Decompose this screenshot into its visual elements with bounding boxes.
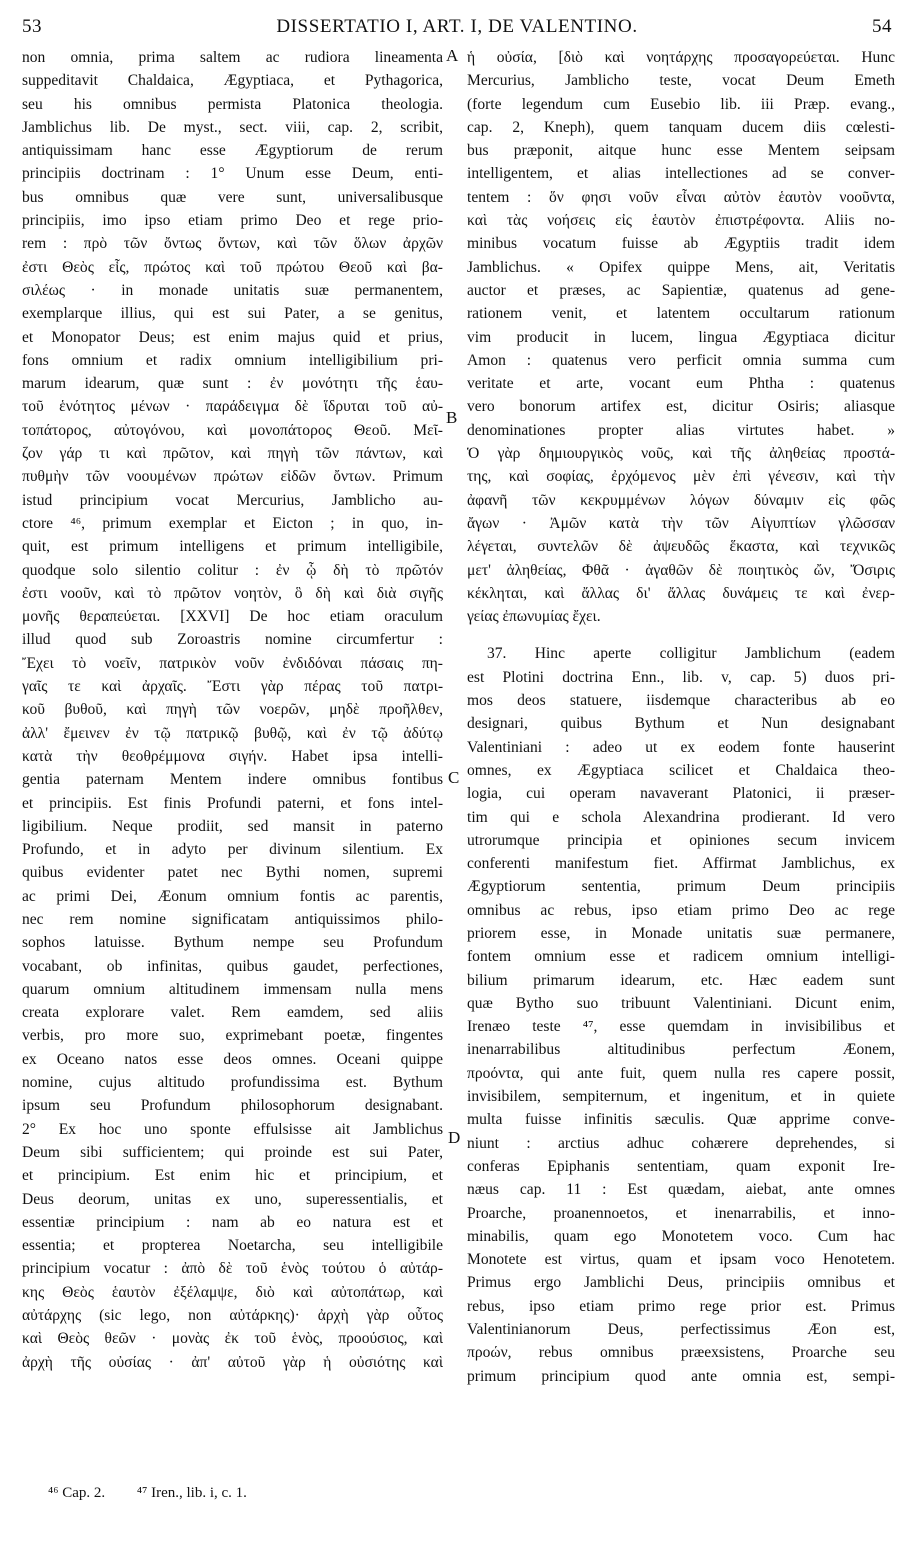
text-line: marum idearum, quæ sunt : ἐν μονότητι τῆς ἑαυ-	[22, 375, 443, 393]
text-line: niunt : arctius adhuc cohærere deprehendes, si	[467, 1134, 895, 1152]
text-line: multa fuisse infinitis sæculis. Quæ apprime conve-	[467, 1111, 895, 1129]
text-line: γείας ἐπωνυμίας ἔχει.	[467, 608, 601, 626]
text-line: sophos latuisse. Bythum nempe seu Profundum	[22, 934, 443, 952]
margin-letter-d: D	[448, 1128, 461, 1147]
text-line: μονῆς θεραπεύεται. [XXVI] De hoc etiam oraculum	[22, 608, 443, 626]
text-line: κέκληται, καὶ ἄλλας δι' ἄλλας δυνάμεις τε καὶ ἐνερ-	[467, 584, 895, 602]
text-line: προόντα, qui ante fuit, quem nulla res capere possit,	[467, 1064, 895, 1082]
text-line: intelligentem, et alias intellectiones ad se conver-	[467, 165, 895, 183]
text-line: Profundo, et in adyto per divinum silentium. Ex	[22, 841, 443, 859]
text-line: καὶ τὰς νοήσεις εἰς ἑαυτὸν ἐπιστρέφοντα. Aliis no-	[467, 212, 895, 230]
text-line: quarum omnium altitudinem immensam nulla mens	[22, 980, 443, 998]
text-line: κης Θεὸς ἑαυτὸν ἐξέλαμψε, διὸ καὶ αὐτοπάτωρ, καὶ	[22, 1283, 443, 1301]
text-line: ipsum seu Profundum philosophorum designabant.	[22, 1097, 443, 1115]
text-line: προών, rebus omnibus præexsistens, Proarche seu	[467, 1344, 895, 1362]
text-line: tim qui e schola Alexandrina prodierant. Id vero	[467, 808, 895, 826]
text-line: 37. Hinc aperte colligitur Jamblichum (eadem	[487, 645, 895, 663]
text-line: nomine, cujus altitudo profundissima est. Bythum	[22, 1074, 443, 1092]
margin-letter-c: C	[448, 768, 460, 787]
paragraph-gap	[467, 628, 895, 642]
text-line: rebus, ipso etiam primo rege prior est. Primus	[467, 1297, 895, 1315]
text-line: ἀρχὴ τῆς οὐσίας · ἀπ' αὐτοῦ γὰρ ἡ οὐσιότης καὶ	[22, 1353, 443, 1371]
text-line: illud quod sub Zoroastris nomine circumfertur :	[22, 631, 443, 649]
text-line: vim producit in lucem, lingua Ægyptiaca dicitur	[467, 328, 895, 346]
text-line: quæ Bytho suo tribuunt Valentiniani. Dicunt enim,	[467, 994, 895, 1012]
text-line: Primus ergo Jamblichi Deus, principiis omnibus et	[467, 1274, 895, 1292]
text-line: nec rem nomine significatam antiquissimos philo-	[22, 910, 443, 928]
text-line: exemplarque illius, qui est sui Pater, a se genitus,	[22, 305, 443, 323]
text-line: ζον γάρ τι καὶ πρῶτον, καὶ πηγὴ τῶν πάντων, καὶ	[22, 445, 443, 463]
text-line: designari, quibus Bythum et Nun designabant	[467, 715, 895, 733]
text-line: της, καὶ σοφίας, ἐρχόμενος μὲν ἐπὶ γένεσιν, καὶ τὴν	[467, 468, 895, 486]
text-line: principium vocatur : ἀπὸ δὲ τοῦ ἑνὸς τούτου ὁ αὐτάρ-	[22, 1260, 443, 1278]
text-line: omnes, ex Ægyptiaca scilicet et Chaldaica theo-	[467, 761, 895, 779]
footnote-47: ⁴⁷ Iren., lib. i, c. 1.	[136, 1485, 247, 1501]
text-line: et Monopator Deus; est enim majus quid et prius,	[22, 328, 443, 346]
text-line: ἐστι Θεὸς εἷς, πρώτος καὶ τοῦ πρώτου Θεοῦ καὶ βα-	[22, 258, 443, 276]
text-line: κοῦ βυθοῦ, καὶ πηγὴ τῶν νοερῶν, μηδὲ προῆλθεν,	[22, 701, 443, 719]
text-line: Deum sibi sufficientem; qui proinde est sui Pater,	[22, 1143, 443, 1161]
text-line: quibus evidenter patet nec Bythi nomen, supremi	[22, 864, 443, 882]
text-line: λέγεται, συντελῶν δὲ ἀψευδῶς ἕκαστα, καὶ τεχνικῶς	[467, 538, 895, 556]
text-line: Valentinianorum Deus, perfectissimus Æon est,	[467, 1321, 895, 1339]
text-line: et principiis. Est finis Profundi paterni, et fons intel-	[22, 794, 443, 812]
text-line: ex Oceano natos esse deos omnes. Oceani quippe	[22, 1050, 443, 1068]
text-line: cap. 2, Kneph), quem tanquam ducem diis cœlesti-	[467, 118, 895, 136]
text-line: priorem esse, in Monade unitatis suæ permanere,	[467, 924, 895, 942]
text-line: inenarrabilibus altitudinibus perfectum Æonem,	[467, 1041, 895, 1059]
text-line: rationem venit, et latentem occultarum rationum	[467, 305, 895, 323]
text-line: bus omnibus quæ vere sunt, universalibusque	[22, 188, 443, 206]
footnotes	[48, 1485, 275, 1502]
text-line: ctore ⁴⁶, primum exemplar et Eicton ; in quo, in-	[22, 514, 443, 532]
text-line: primum principium quod ante omnia est, sempi-	[467, 1367, 895, 1385]
footnote-46: ⁴⁶ Cap. 2.	[48, 1485, 106, 1501]
text-line: tentem : ὅν φησι νοῦν εἶναι αὐτὸν ἑαυτὸν νοοῦντα,	[467, 188, 895, 206]
text-line: fontem omnium esse et radicem omnium intelligi-	[467, 948, 895, 966]
text-line: auctor et præses, ac Sapientiæ, quatenus ad gene-	[467, 281, 895, 299]
text-line: antiquissimam hanc esse Ægyptiorum de rerum	[22, 142, 443, 160]
text-line: logia, cui operam navaverant Platonici, ii præser-	[467, 785, 895, 803]
text-line: bilium primarum idearum, etc. Hæc eadem sunt	[467, 971, 895, 989]
text-line: principiis doctrinam : 1° Unum esse Deum, enti-	[22, 165, 443, 183]
text-line: invisibilem, sempiternum, et ingenitum, et in quiete	[467, 1088, 895, 1106]
text-line: denominationes propter alias virtutes habet. »	[467, 421, 895, 439]
text-line: γαῖς τε καὶ ἀρχαῖς. Ἔστι γὰρ πέρας τοῦ πατρι-	[22, 678, 443, 696]
text-line: gentia paternam Mentem indere omnibus fontibus	[22, 771, 443, 789]
text-line: Valentiniani : adeo ut ex eodem fonte hauserint	[467, 738, 895, 756]
margin-letter-b: B	[446, 408, 458, 427]
text-line: Irenæo teste ⁴⁷, esse quemdam in invisibilibus et	[467, 1018, 895, 1036]
text-line: τοπάτορος, αὐτογόνου, καὶ μονοπάτορος Θεοῦ. Μεῖ-	[22, 421, 443, 439]
text-line: omnibus ac rebus, ipso etiam primo Deo ac rege	[467, 901, 895, 919]
text-line: essentia; et propterea Noetarcha, seu intelligibile	[22, 1237, 443, 1255]
text-line: suppeditavit Chaldaica, Ægyptiaca, et Pythagorica,	[22, 72, 443, 90]
text-line: fons omnium et radix omnium intelligibilium pri-	[22, 351, 443, 369]
text-line: (forte legendum cum Eusebio lib. iii Præp. evang.,	[467, 95, 895, 113]
text-line: quit, est primum intelligens et primum intelligibile,	[22, 538, 443, 556]
text-line: Jamblichus lib. De myst., sect. viii, cap. 2, scribit,	[22, 118, 443, 136]
text-line: seu his omnibus permista Platonica theologia.	[22, 95, 443, 113]
text-line: minibus vocatum fuisse ab Ægyptiis tradit idem	[467, 235, 895, 253]
text-line: vero bonorum artifex est, dicitur Osiris; aliasque	[467, 398, 895, 416]
text-line: Jamblichus. « Opifex quippe Mens, ait, Veritatis	[467, 258, 895, 276]
text-line: principiis, imo ipso etiam primo Deo et rege prio-	[22, 212, 443, 230]
text-line: Mercurius, Jamblicho teste, vocat Deum Emeth	[467, 72, 895, 90]
text-line: essentiæ principium : nam ab eo natura est et	[22, 1213, 443, 1231]
text-line: quodque solo silentio colitur : ἐν ᾧ δὴ τὸ πρῶτόν	[22, 561, 443, 579]
text-line: σιλέως · in monade unitatis suæ permanentem,	[22, 281, 443, 299]
text-line: Amon : quatenus vero perficit omnia summa cum	[467, 351, 895, 369]
text-line: καὶ Θεὸς θεῶν · μονὰς ἐκ τοῦ ἑνὸς, προούσιος, καὶ	[22, 1330, 443, 1348]
left-column	[22, 46, 443, 1374]
running-title: DISSERTATIO I, ART. I, DE VALENTINO.	[276, 16, 638, 37]
text-line: κατὰ τὴν θεοθρέμμονα σιγήν. Habet ipsa intelli-	[22, 747, 443, 765]
text-line: utrorumque principia et opiniones secum invicem	[467, 831, 895, 849]
text-line: Monotete est virtus, quam et ipsam voco Henotetem.	[467, 1251, 895, 1269]
text-line: non omnia, prima saltem ac rudiora lineamenta	[22, 49, 443, 66]
text-line: ἀφανῆ τῶν κεκρυμμένων λόγων δύναμιν εἰς φῶς	[467, 491, 895, 509]
text-line: et principium. Est enim hic et principium, et	[22, 1167, 443, 1185]
text-line: 2° Ex hoc uno sponte effulsisse ait Jamblichus	[22, 1120, 443, 1138]
text-line: Ὁ γὰρ δημιουργικὸς νοῦς, καὶ τῆς ἀληθείας προστά-	[467, 445, 895, 463]
running-header	[22, 16, 892, 46]
margin-letter-a: A	[446, 46, 459, 65]
text-line: mos deos statuere, iisdemque characteribus ab eo	[467, 692, 895, 710]
text-line: αὐτάρχης (sic lego, non αὐτάρκης)· ἀρχὴ γὰρ οὗτος	[22, 1307, 443, 1325]
text-line: rem : πρὸ τῶν ὄντως ὄντων, καὶ τῶν ὅλων ἀρχῶν	[22, 235, 443, 253]
text-line: τοῦ ἑνότητος μένων · παράδειγμα δὲ ἵδρυται τοῦ αὐ-	[22, 398, 443, 416]
text-line: μετ' ἀληθείας, Φθᾶ · ἀγαθῶν δὲ ποιητικὸς ὤν, Ὄσιρις	[467, 561, 895, 579]
text-line: Ἔχει τὸ νοεῖν, πατρικὸν νοῦν ἐνδιδόναι πάσαις πη-	[22, 654, 443, 672]
text-line: est Plotini doctrina Enn., lib. v, cap. 5) duos pri-	[467, 668, 895, 686]
page-number-left: 53	[22, 16, 42, 37]
text-line: bus præponit, aitque hunc esse Mentem seipsam	[467, 142, 895, 160]
text-line: næus cap. 11 : Est quædam, aiebat, ante omnes	[467, 1181, 895, 1199]
text-line: ac primi Dei, Æonum omnium fontis ac parentis,	[22, 887, 443, 905]
text-line: vocabant, ob infinitas, quibus gaudet, perfectiones,	[22, 957, 443, 975]
text-line: ligibilium. Neque prodiit, sed mansit in paterno	[22, 817, 443, 835]
text-line: Proarche, proanennoetos, et inenarrabilis, et inno-	[467, 1204, 895, 1222]
text-line: Deus deorum, unitas ex uno, superessentialis, et	[22, 1190, 443, 1208]
text-line: creata explorare valet. Rem eamdem, sed aliis	[22, 1004, 443, 1022]
text-line: ἐστι νοοῦν, καὶ τὸ πρῶτον νοητὸν, ὃ δὴ καὶ διὰ σιγῆς	[22, 584, 443, 602]
text-line: conferenti manifestum fiet. Affirmat Jamblichus, ex	[467, 855, 895, 873]
text-line: ἄγων · Ἀμῶν κατὰ τὴν τῶν Αἰγυπτίων γλῶσσαν	[467, 514, 895, 532]
text-line: minabilis, quam ego Monotetem voco. Cum hac	[467, 1227, 895, 1245]
text-line: conferas Epiphanis sententiam, quam exponit Ire-	[467, 1157, 895, 1175]
page-number-right: 54	[872, 16, 892, 37]
text-line: Ægyptiorum sententia, primum Deum principiis	[467, 878, 895, 896]
right-column	[467, 46, 895, 1388]
text-line: veritate et arte, vocant eum Phtha : quatenus	[467, 375, 895, 393]
text-line: ἀλλ' ἔμεινεν ἐν τῷ πατρικῷ βυθῷ, καὶ ἐν τῷ ἀδύτῳ	[22, 724, 443, 742]
text-line: verbis, pro more suo, exprimebant poetæ, fingentes	[22, 1027, 443, 1045]
text-line: πυθμὴν τῶν νοουμένων πρώτων εἰδῶν ὄντων. Primum	[22, 468, 443, 486]
text-line: ἡ οὐσία, [διὸ καὶ νοητάρχης προσαγορεύεται. Hunc	[467, 49, 895, 66]
text-line: istud principium vocat Mercurius, Jamblicho au-	[22, 491, 443, 509]
